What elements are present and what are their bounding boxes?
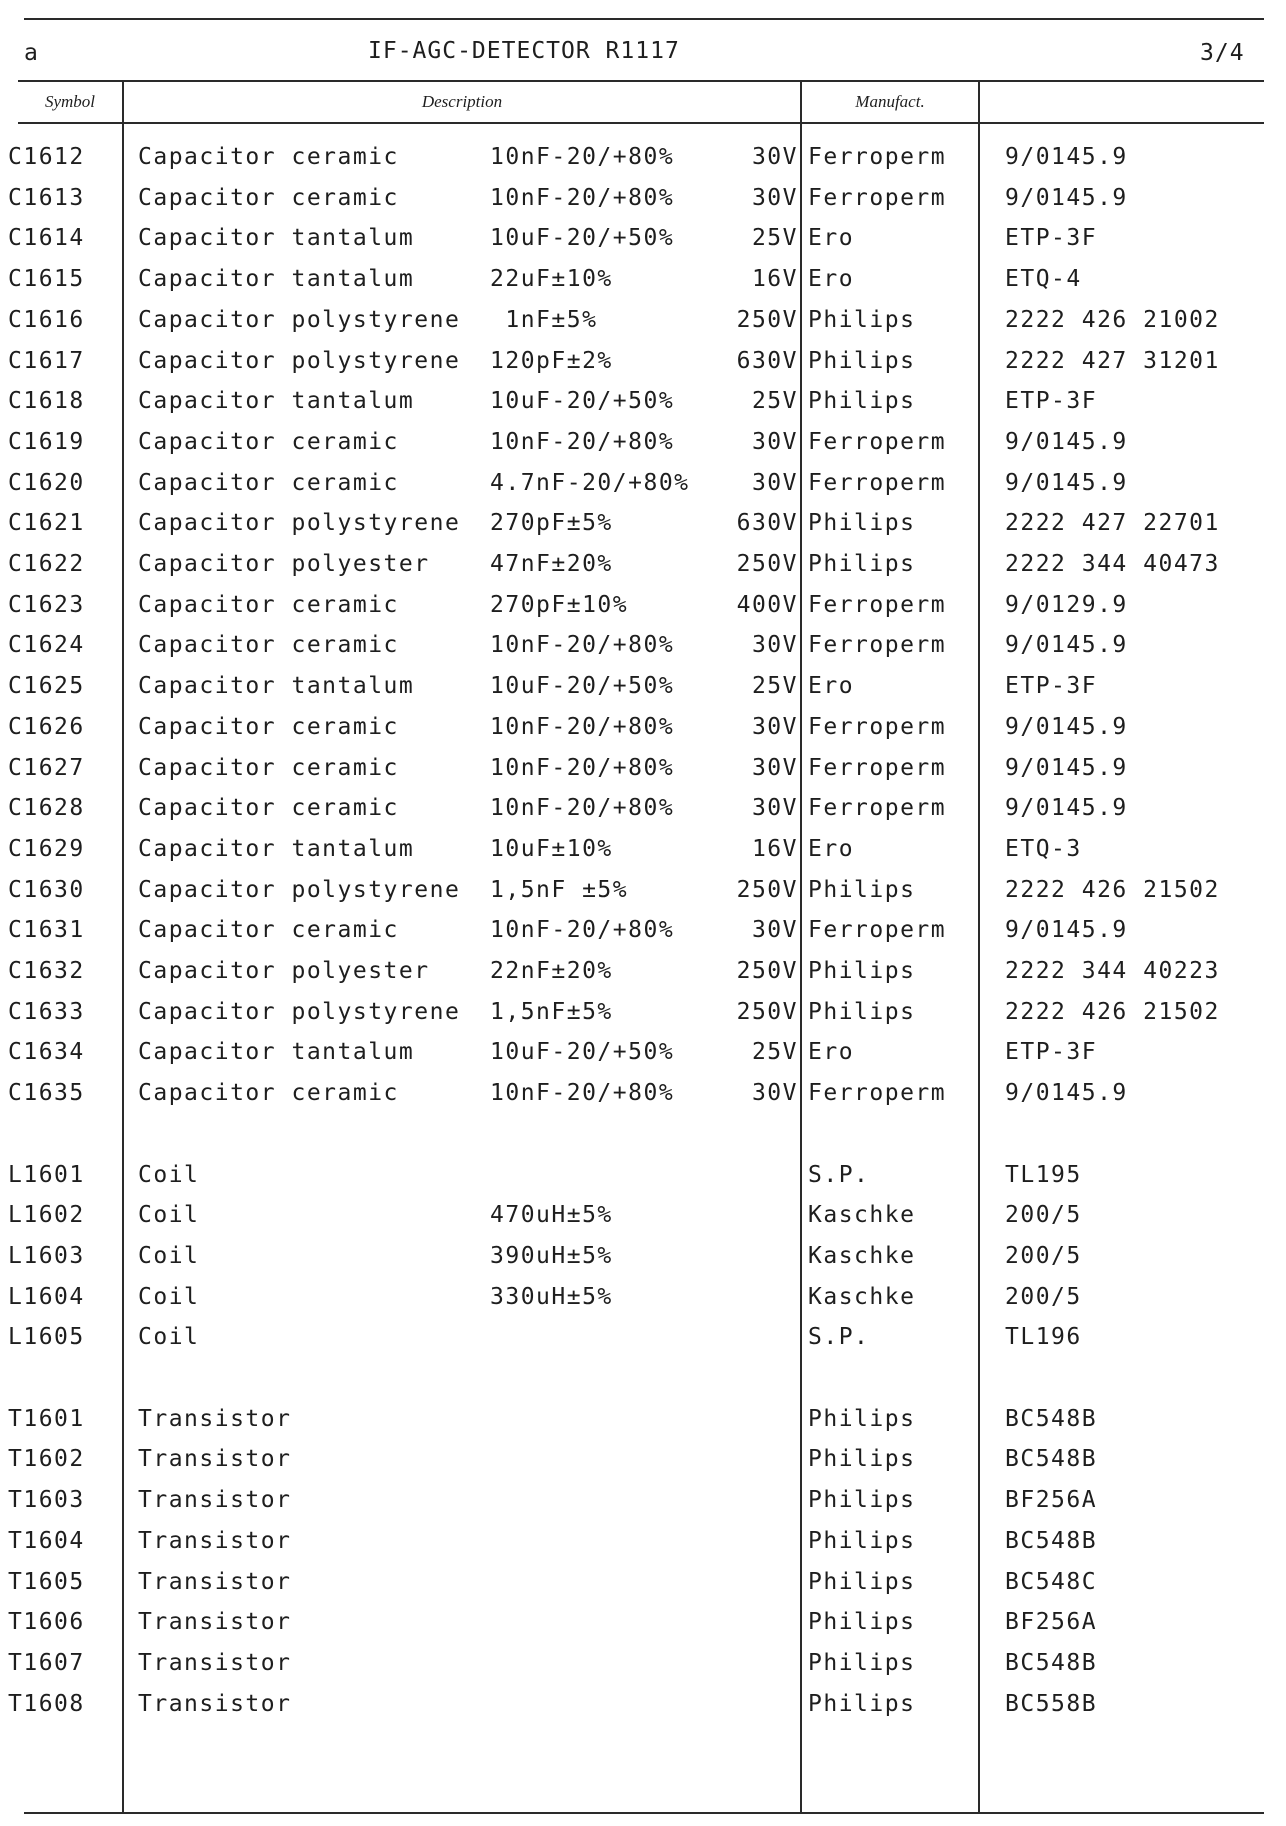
table-row — [0, 755, 1286, 795]
part-manufacturer: Ferroperm — [808, 428, 947, 455]
part-description: Capacitor tantalum — [138, 835, 415, 862]
table-row — [0, 307, 1286, 347]
part-symbol: T1602 — [8, 1446, 85, 1473]
part-number: 9/0145.9 — [1005, 428, 1128, 455]
part-description: Transistor — [138, 1405, 292, 1432]
part-voltage: 30V — [751, 795, 798, 822]
part-description: Coil — [138, 1324, 200, 1351]
part-number: 2222 427 31201 — [1005, 347, 1220, 374]
table-row — [0, 388, 1286, 428]
part-number: ETP-3F — [1005, 388, 1098, 415]
part-value: 4.7nF-20/+80% — [490, 469, 690, 496]
part-description: Transistor — [138, 1649, 292, 1676]
part-number: 200/5 — [1005, 1202, 1082, 1229]
page-mark: a — [24, 40, 39, 66]
table-row — [0, 429, 1286, 469]
part-symbol: C1619 — [8, 428, 85, 455]
part-symbol: C1628 — [8, 795, 85, 822]
table-row — [0, 1121, 1286, 1161]
part-number: BF256A — [1005, 1487, 1098, 1514]
part-manufacturer: Ero — [808, 266, 855, 293]
part-value: 1,5nF ±5% — [490, 876, 629, 903]
part-number: 9/0145.9 — [1005, 632, 1128, 659]
part-number: 9/0145.9 — [1005, 917, 1128, 944]
part-manufacturer: Ferroperm — [808, 469, 947, 496]
part-manufacturer: Philips — [808, 998, 916, 1025]
part-value: 470uH±5% — [490, 1202, 613, 1229]
part-value: 10nF-20/+80% — [490, 713, 675, 740]
part-symbol: C1622 — [8, 551, 85, 577]
part-description: Capacitor ceramic — [138, 184, 399, 211]
part-symbol: L1604 — [8, 1283, 85, 1310]
part-description: Transistor — [138, 1527, 292, 1554]
part-voltage: 250V — [736, 876, 798, 903]
part-number: 2222 426 21002 — [1005, 306, 1220, 333]
part-value: 10nF-20/+80% — [490, 428, 675, 455]
table-row — [0, 348, 1286, 388]
part-voltage: 630V — [736, 510, 798, 537]
part-manufacturer: Ferroperm — [808, 184, 947, 211]
part-number: ETQ-4 — [1005, 266, 1082, 293]
part-description: Capacitor ceramic — [138, 469, 399, 496]
part-number: TL196 — [1005, 1324, 1082, 1351]
table-row — [0, 1528, 1286, 1568]
table-row — [0, 1569, 1286, 1609]
part-symbol: C1626 — [8, 713, 85, 740]
part-number: ETQ-3 — [1005, 835, 1082, 862]
part-symbol: T1601 — [8, 1405, 85, 1432]
part-manufacturer: Kaschke — [808, 1283, 916, 1310]
table-row — [0, 1446, 1286, 1486]
part-voltage: 25V — [751, 225, 798, 252]
part-symbol: L1601 — [8, 1161, 85, 1188]
part-voltage: 16V — [751, 835, 798, 862]
part-voltage: 630V — [736, 347, 798, 374]
part-symbol: C1613 — [8, 184, 85, 211]
part-voltage: 30V — [751, 1080, 798, 1107]
part-voltage: 30V — [751, 144, 798, 170]
part-description: Coil — [138, 1161, 200, 1188]
part-value: 1nF±5% — [490, 306, 598, 333]
table-row — [0, 632, 1286, 672]
table-row — [0, 551, 1286, 591]
part-symbol: C1614 — [8, 225, 85, 252]
part-manufacturer: Philips — [808, 1609, 916, 1636]
table-row — [0, 1162, 1286, 1202]
part-symbol: T1604 — [8, 1527, 85, 1554]
part-description: Capacitor tantalum — [138, 388, 415, 415]
table-row — [0, 1202, 1286, 1242]
table-row — [0, 144, 1286, 184]
part-manufacturer: Philips — [808, 347, 916, 374]
part-manufacturer: Philips — [808, 876, 916, 903]
part-symbol: C1617 — [8, 347, 85, 374]
table-row — [0, 999, 1286, 1039]
part-number: 9/0145.9 — [1005, 754, 1128, 781]
part-symbol: C1631 — [8, 917, 85, 944]
part-manufacturer: Ferroperm — [808, 1080, 947, 1107]
part-manufacturer: Ero — [808, 1039, 855, 1066]
part-manufacturer: Kaschke — [808, 1202, 916, 1229]
part-manufacturer: Kaschke — [808, 1242, 916, 1269]
part-manufacturer: S.P. — [808, 1324, 870, 1351]
table-row — [0, 877, 1286, 917]
column-header-description: Description — [421, 92, 503, 111]
part-voltage: 250V — [736, 998, 798, 1025]
page-title: IF-AGC-DETECTOR R1117 — [368, 38, 680, 64]
part-symbol: C1627 — [8, 754, 85, 781]
part-number: BC548B — [1005, 1649, 1098, 1676]
part-description: Capacitor ceramic — [138, 754, 399, 781]
part-value: 10nF-20/+80% — [490, 917, 675, 944]
part-manufacturer: Ferroperm — [808, 795, 947, 822]
part-symbol: L1602 — [8, 1202, 85, 1229]
column-header-rule — [18, 122, 1264, 124]
part-symbol: C1629 — [8, 835, 85, 862]
table-row — [0, 958, 1286, 998]
part-value: 390uH±5% — [490, 1242, 613, 1269]
part-number: 9/0145.9 — [1005, 469, 1128, 496]
part-number: ETP-3F — [1005, 673, 1098, 700]
part-manufacturer: Philips — [808, 551, 916, 577]
table-row — [0, 592, 1286, 632]
part-description: Capacitor polystyrene — [138, 510, 461, 537]
column-header-manufacturer: Manufact. — [855, 92, 925, 111]
part-number: 9/0145.9 — [1005, 184, 1128, 211]
part-value: 10uF±10% — [490, 835, 613, 862]
part-symbol: T1608 — [8, 1690, 85, 1717]
part-voltage: 400V — [736, 591, 798, 618]
part-manufacturer: Philips — [808, 1405, 916, 1432]
part-symbol: L1603 — [8, 1242, 85, 1269]
part-number: 9/0129.9 — [1005, 591, 1128, 618]
part-symbol: C1625 — [8, 673, 85, 700]
part-description: Capacitor polyester — [138, 958, 430, 984]
table-row — [0, 917, 1286, 957]
part-value: 120pF±2% — [490, 347, 613, 374]
part-value: 10uF-20/+50% — [490, 388, 675, 415]
part-number: 2222 344 40223 — [1005, 958, 1220, 984]
part-value: 1,5nF±5% — [490, 998, 613, 1025]
part-number: 9/0145.9 — [1005, 144, 1128, 170]
table-row — [0, 1243, 1286, 1283]
table-row — [0, 1691, 1286, 1731]
part-value: 10nF-20/+80% — [490, 795, 675, 822]
table-row — [0, 836, 1286, 876]
part-description: Transistor — [138, 1690, 292, 1717]
part-number: ETP-3F — [1005, 225, 1098, 252]
part-voltage: 25V — [751, 388, 798, 415]
part-value: 47nF±20% — [490, 551, 613, 577]
part-value: 10nF-20/+80% — [490, 144, 675, 170]
part-symbol: C1618 — [8, 388, 85, 415]
part-manufacturer: Ferroperm — [808, 144, 947, 170]
part-manufacturer: Ero — [808, 225, 855, 252]
part-description: Capacitor tantalum — [138, 266, 415, 293]
part-voltage: 250V — [736, 306, 798, 333]
table-row — [0, 1609, 1286, 1649]
part-symbol: T1603 — [8, 1487, 85, 1514]
part-manufacturer: Ferroperm — [808, 632, 947, 659]
part-description: Capacitor tantalum — [138, 673, 415, 700]
part-number: TL195 — [1005, 1161, 1082, 1188]
table-row — [0, 795, 1286, 835]
part-number: BF256A — [1005, 1609, 1098, 1636]
part-number: 9/0145.9 — [1005, 713, 1128, 740]
part-manufacturer: Ferroperm — [808, 754, 947, 781]
part-symbol: C1633 — [8, 998, 85, 1025]
table-row — [0, 225, 1286, 265]
table-row — [0, 1324, 1286, 1364]
part-number: BC548B — [1005, 1446, 1098, 1473]
part-description: Capacitor ceramic — [138, 591, 399, 618]
part-symbol: C1616 — [8, 306, 85, 333]
part-symbol: C1612 — [8, 144, 85, 170]
part-description: Capacitor ceramic — [138, 144, 399, 170]
part-voltage: 30V — [751, 917, 798, 944]
part-manufacturer: Philips — [808, 1568, 916, 1595]
part-description: Capacitor ceramic — [138, 632, 399, 659]
part-value: 22uF±10% — [490, 266, 613, 293]
part-symbol: C1623 — [8, 591, 85, 618]
part-manufacturer: Ferroperm — [808, 917, 947, 944]
table-row — [0, 1284, 1286, 1324]
part-description: Transistor — [138, 1609, 292, 1636]
table-row — [0, 673, 1286, 713]
part-manufacturer: Philips — [808, 1487, 916, 1514]
part-manufacturer: Ero — [808, 835, 855, 862]
part-value: 10uF-20/+50% — [490, 673, 675, 700]
part-manufacturer: Ero — [808, 673, 855, 700]
part-description: Capacitor tantalum — [138, 225, 415, 252]
part-number: 2222 427 22701 — [1005, 510, 1220, 537]
table-row — [0, 1039, 1286, 1079]
part-value: 270pF±5% — [490, 510, 613, 537]
part-manufacturer: Philips — [808, 306, 916, 333]
part-voltage: 16V — [751, 266, 798, 293]
part-symbol: C1632 — [8, 958, 85, 984]
table-row — [0, 1650, 1286, 1690]
part-number: BC548B — [1005, 1405, 1098, 1432]
part-description: Capacitor tantalum — [138, 1039, 415, 1066]
part-manufacturer: Philips — [808, 1446, 916, 1473]
part-voltage: 30V — [751, 713, 798, 740]
part-symbol: C1624 — [8, 632, 85, 659]
part-description: Capacitor polystyrene — [138, 876, 461, 903]
part-manufacturer: Philips — [808, 1527, 916, 1554]
part-manufacturer: Philips — [808, 1690, 916, 1717]
part-value: 10nF-20/+80% — [490, 754, 675, 781]
part-symbol: C1635 — [8, 1080, 85, 1107]
part-description: Coil — [138, 1283, 200, 1310]
table-row — [0, 470, 1286, 510]
part-number: 9/0145.9 — [1005, 1080, 1128, 1107]
part-manufacturer: Ferroperm — [808, 591, 947, 618]
part-value: 10nF-20/+80% — [490, 632, 675, 659]
part-value: 10uF-20/+50% — [490, 1039, 675, 1066]
part-voltage: 30V — [751, 184, 798, 211]
part-number: 200/5 — [1005, 1242, 1082, 1269]
part-voltage: 30V — [751, 428, 798, 455]
part-manufacturer: Philips — [808, 388, 916, 415]
part-description: Transistor — [138, 1568, 292, 1595]
column-header-symbol: Symbol — [44, 92, 96, 111]
part-description: Capacitor ceramic — [138, 428, 399, 455]
part-number: 2222 426 21502 — [1005, 876, 1220, 903]
part-value: 10nF-20/+80% — [490, 1080, 675, 1107]
part-number: BC548C — [1005, 1568, 1098, 1595]
part-number: 2222 344 40473 — [1005, 551, 1220, 577]
bottom-rule — [24, 1812, 1264, 1814]
header-rule — [18, 80, 1264, 82]
part-symbol: C1634 — [8, 1039, 85, 1066]
part-description: Capacitor polystyrene — [138, 347, 461, 374]
part-symbol: C1621 — [8, 510, 85, 537]
part-description: Capacitor ceramic — [138, 713, 399, 740]
part-manufacturer: Ferroperm — [808, 713, 947, 740]
part-number: 200/5 — [1005, 1283, 1082, 1310]
part-description: Coil — [138, 1202, 200, 1229]
part-number: BC548B — [1005, 1527, 1098, 1554]
page-number: 3/4 — [1200, 40, 1245, 66]
part-number: BC558B — [1005, 1690, 1098, 1717]
part-symbol: C1620 — [8, 469, 85, 496]
part-voltage: 25V — [751, 1039, 798, 1066]
part-description: Transistor — [138, 1446, 292, 1473]
part-description: Capacitor polystyrene — [138, 306, 461, 333]
part-value: 10uF-20/+50% — [490, 225, 675, 252]
table-row — [0, 1406, 1286, 1446]
part-manufacturer: Philips — [808, 510, 916, 537]
part-number: ETP-3F — [1005, 1039, 1098, 1066]
table-row — [0, 266, 1286, 306]
part-symbol: T1607 — [8, 1649, 85, 1676]
top-rule — [24, 18, 1264, 20]
part-voltage: 30V — [751, 754, 798, 781]
part-symbol: T1606 — [8, 1609, 85, 1636]
part-description: Coil — [138, 1242, 200, 1269]
part-symbol: C1630 — [8, 876, 85, 903]
part-manufacturer: Philips — [808, 958, 916, 984]
part-symbol: C1615 — [8, 266, 85, 293]
table-row — [0, 714, 1286, 754]
table-row — [0, 1080, 1286, 1120]
part-manufacturer: Philips — [808, 1649, 916, 1676]
part-voltage: 250V — [736, 958, 798, 984]
part-description: Capacitor ceramic — [138, 1080, 399, 1107]
part-number: 9/0145.9 — [1005, 795, 1128, 822]
part-description: Transistor — [138, 1487, 292, 1514]
part-description: Capacitor ceramic — [138, 795, 399, 822]
part-description: Capacitor ceramic — [138, 917, 399, 944]
part-value: 22nF±20% — [490, 958, 613, 984]
part-voltage: 30V — [751, 632, 798, 659]
table-row — [0, 1487, 1286, 1527]
table-row — [0, 510, 1286, 550]
table-row — [0, 185, 1286, 225]
part-voltage: 30V — [751, 469, 798, 496]
part-description: Capacitor polystyrene — [138, 998, 461, 1025]
part-value: 330uH±5% — [490, 1283, 613, 1310]
part-voltage: 25V — [751, 673, 798, 700]
part-description: Capacitor polyester — [138, 551, 430, 577]
part-value: 10nF-20/+80% — [490, 184, 675, 211]
part-value: 270pF±10% — [490, 591, 629, 618]
table-row — [0, 1365, 1286, 1405]
part-symbol: T1605 — [8, 1568, 85, 1595]
part-voltage: 250V — [736, 551, 798, 577]
part-number: 2222 426 21502 — [1005, 998, 1220, 1025]
part-symbol: L1605 — [8, 1324, 85, 1351]
part-manufacturer: S.P. — [808, 1161, 870, 1188]
